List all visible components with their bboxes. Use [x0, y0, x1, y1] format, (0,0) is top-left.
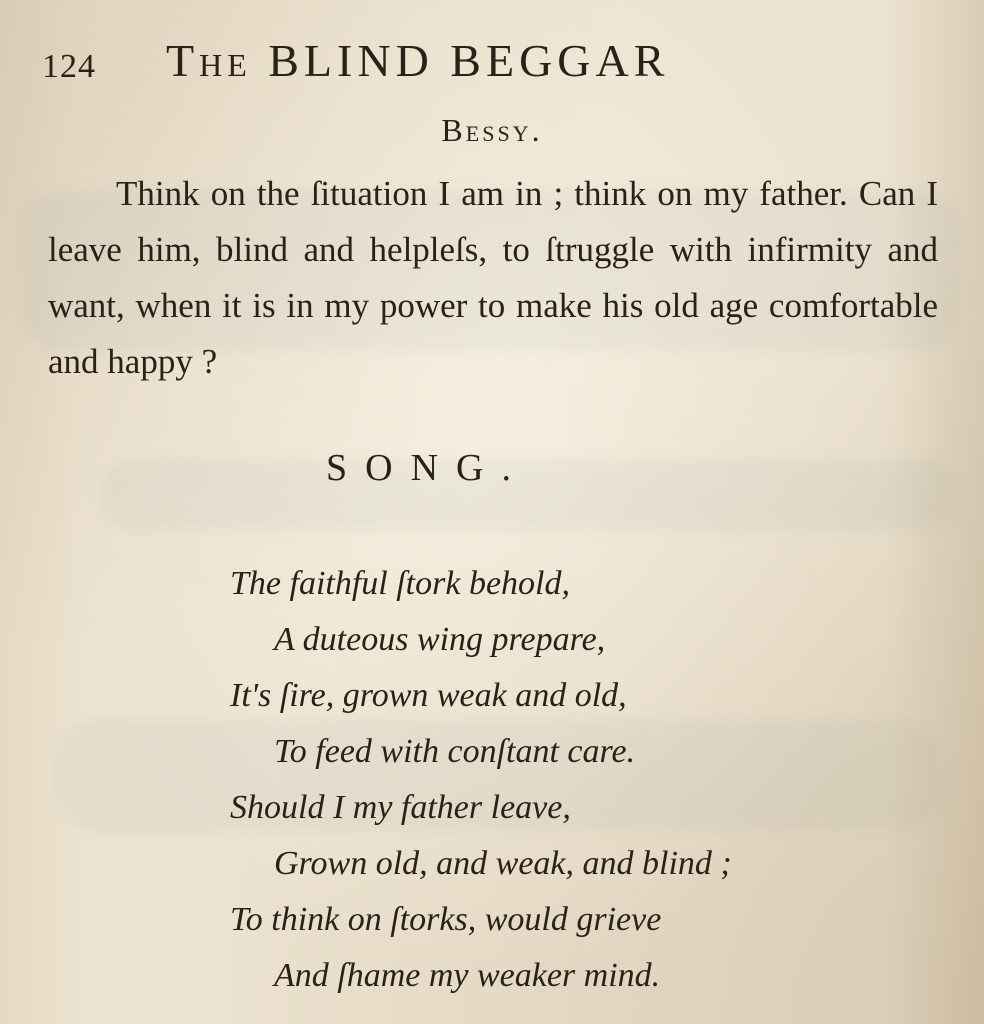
- verse-line: To feed with conſtant care.: [274, 733, 636, 770]
- running-title: The BLIND BEGGAR: [166, 35, 670, 86]
- song-heading: SONG.: [326, 447, 529, 489]
- verse-line: And ſhame my weaker mind.: [274, 957, 661, 994]
- verse-line: A duteous wing prepare,: [274, 621, 606, 658]
- song-verse: [230, 556, 910, 1004]
- verse-line: To think on ſtorks, would grieve: [230, 901, 662, 938]
- bleed-through-ornament: [100, 460, 960, 530]
- verse-line: The faithful ſtork behold,: [230, 565, 570, 602]
- verse-line: Should I my father leave,: [230, 789, 571, 826]
- dialogue-paragraph: Think on the ſituation I am in ; think on my father. Can I leave him, blind and helpleſs, to ſtruggle with infirmity and want, when it is in my power to make his old age comfortable and happy ?: [48, 174, 938, 381]
- speaker-name: Bessy.: [441, 112, 543, 148]
- page-number: 124: [42, 48, 96, 85]
- verse-line: Grown old, and weak, and blind ;: [274, 845, 732, 882]
- page-header: [42, 28, 802, 88]
- verse-line: It's ſire, grown weak and old,: [230, 677, 627, 714]
